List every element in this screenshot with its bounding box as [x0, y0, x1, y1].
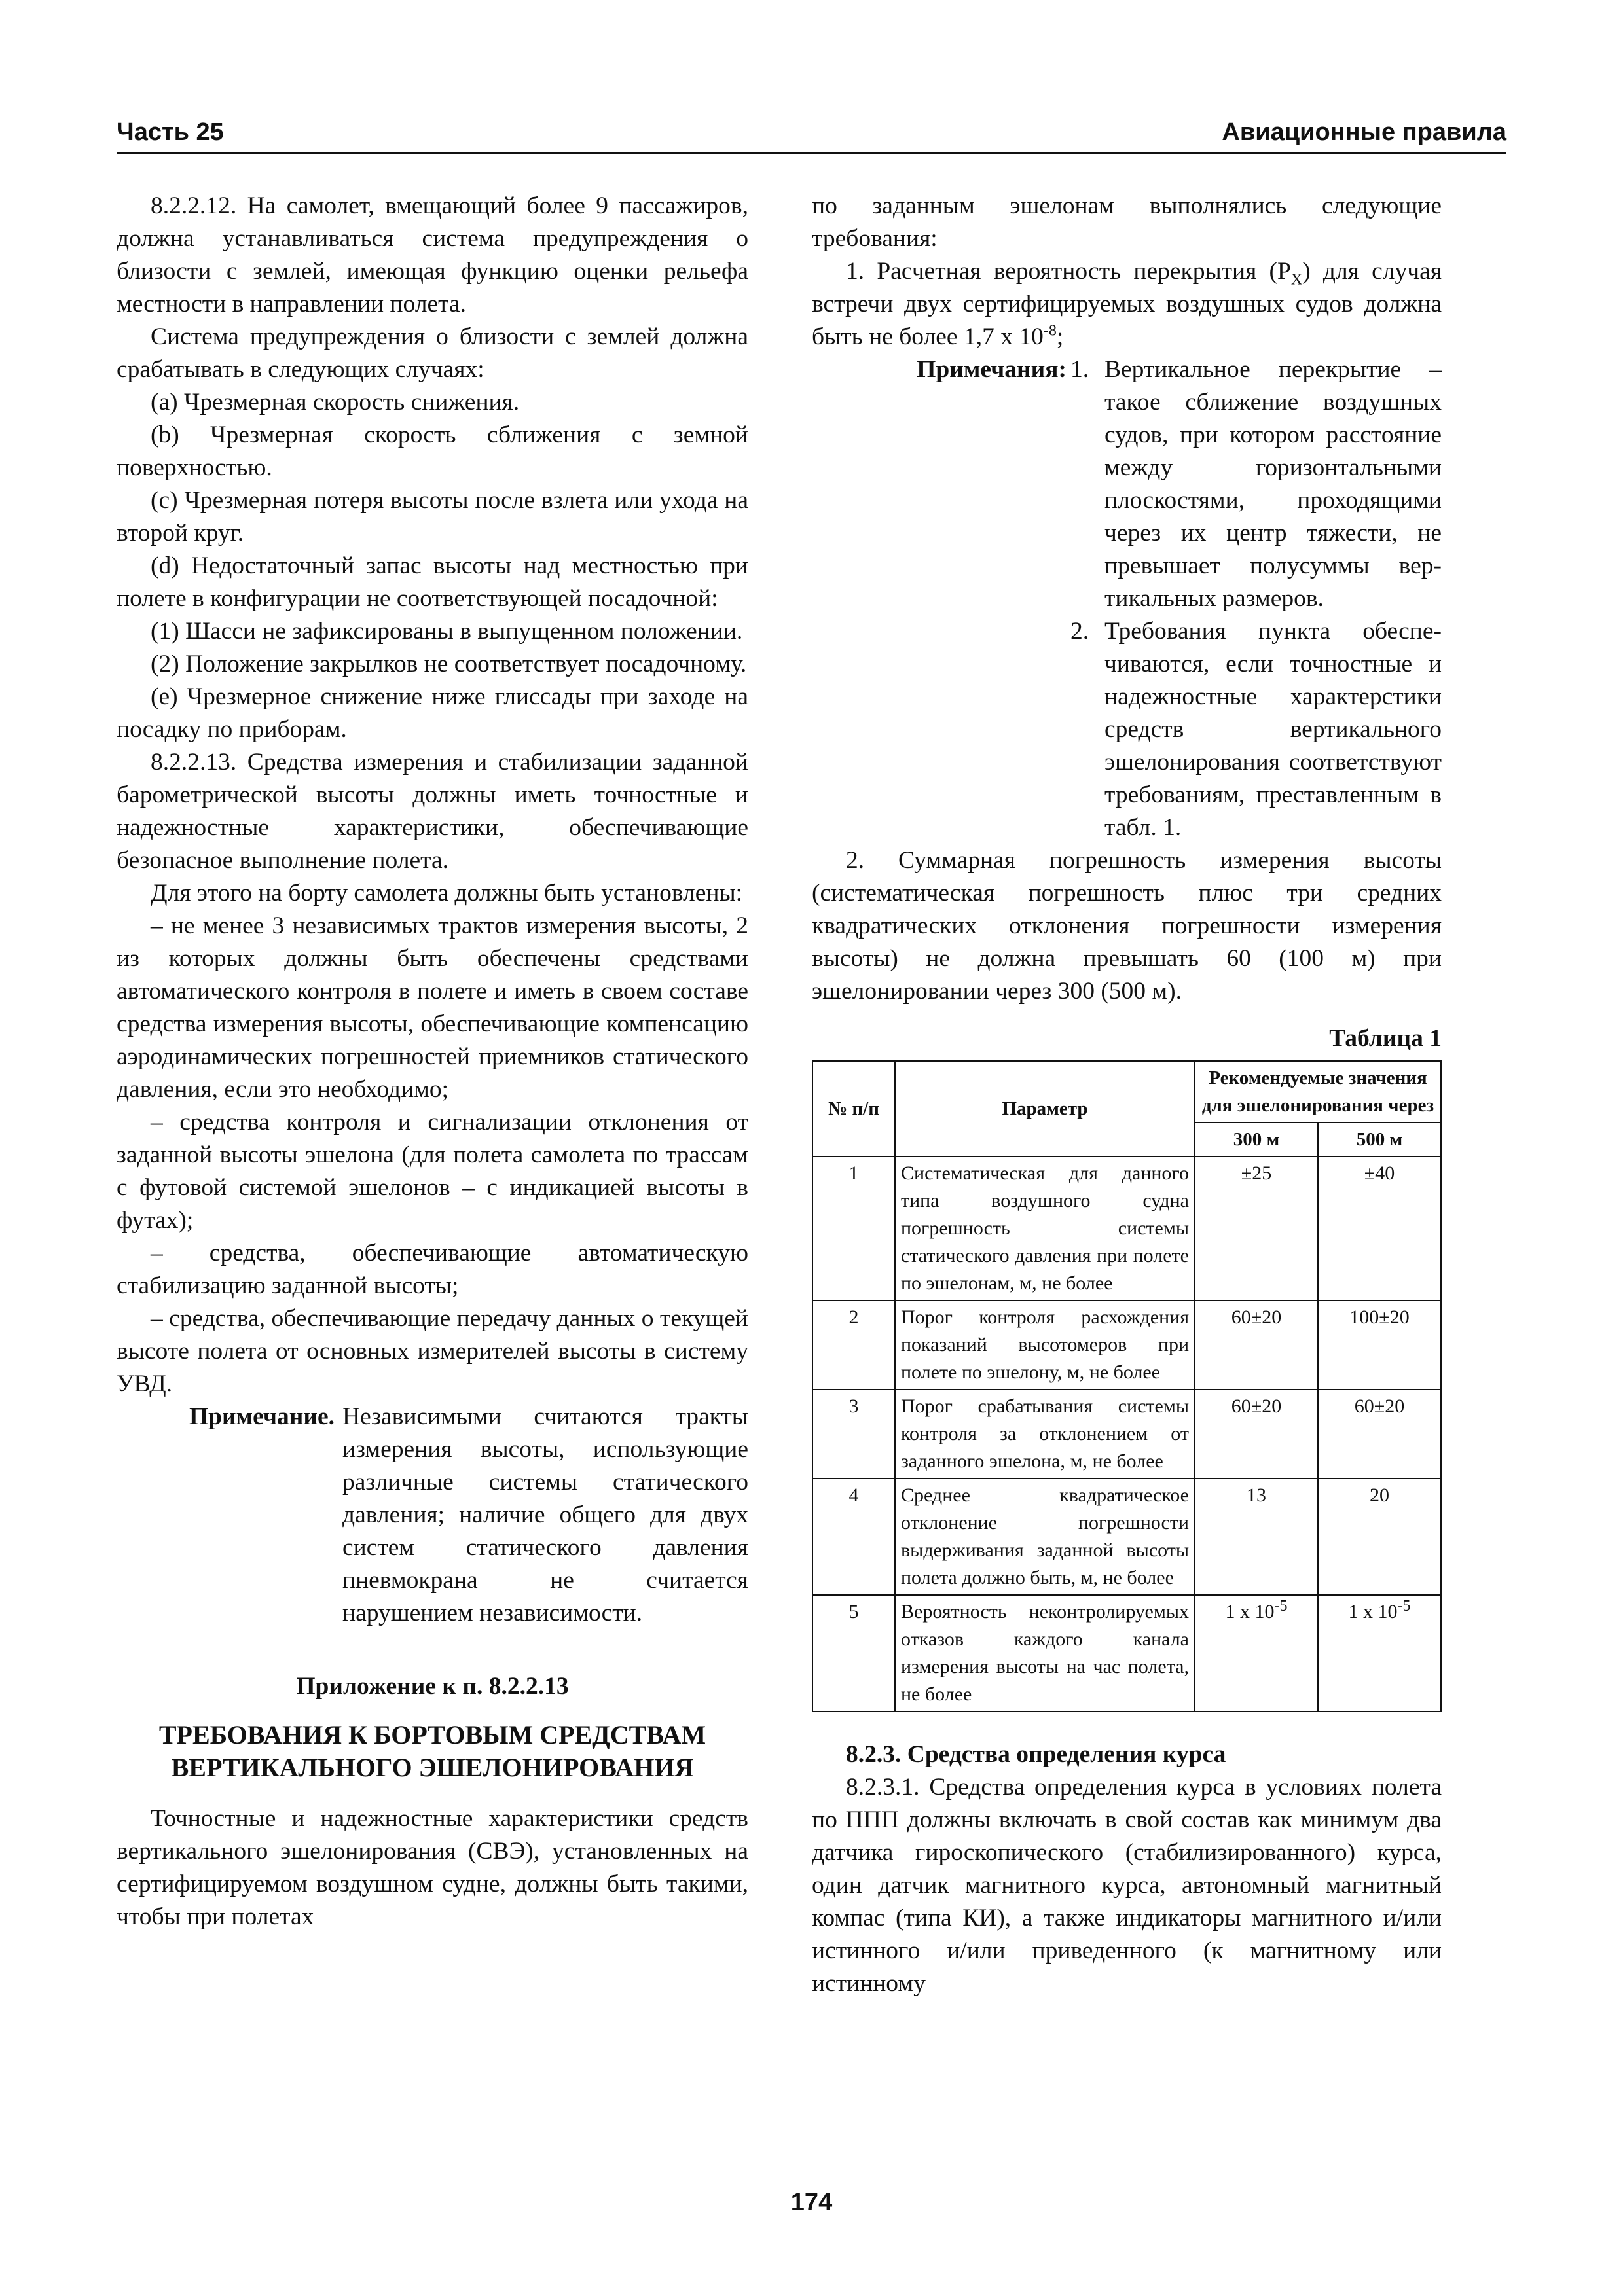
header-part: Часть 25: [117, 118, 224, 146]
row-value-500: ±40: [1318, 1157, 1441, 1300]
list-item: – не менее 3 независимых трактов измерения высоты, 2 из которых должны быть обеспечены средствами автоматического контроля в полете и иметь в своем составе средства измерения высоты, обеспечивающие компенсацию аэродинамических погрешностей приемников статического давления, если это необходимо;: [117, 912, 748, 1103]
requirement-2: 2. Суммарная погрешность измерения высоты (систематическая погрешность плюс три средних квадратических отклонения погрешности измерения высоты) не должна превышать 60 (100 м) при эшелонировании через 300 (500 м).: [812, 847, 1442, 1005]
row-param: Порог срабатывания системы контроля за отклонением от заданного эшелона, м, не более: [895, 1390, 1195, 1479]
spacer: [812, 615, 1070, 844]
list-item: (d) Недостаточный запас высоты над местностью при полете в конфигурации не соответствующей посадочной:: [117, 552, 748, 612]
row-param: Систематическая для данного типа воздушного судна погрешность системы статического давления при полете по эшелонам, м, не более: [895, 1157, 1195, 1300]
left-column: [117, 190, 748, 1933]
list-item: – средства, обеспечивающие автоматическую стабилизацию заданной высоты;: [117, 1240, 748, 1299]
note-text: Независимыми считаются тракты измерения высоты, использующие различные системы статического давления; наличие общего для двух систем статического давления пневмокрана не считается нарушением независимости.: [342, 1403, 748, 1626]
paragraph: Точностные и надежностные характеристики средств вертикального эшелонирования (СВЭ), установленных на сертифицируемом воздушном судне, должны быть такими, чтобы при полетах: [117, 1805, 748, 1930]
page-number: 174: [790, 2189, 833, 2216]
list-item: (2) Положение закрылков не соответствует посадочному.: [151, 651, 747, 677]
requirements-table: [812, 1060, 1442, 1712]
row-param: Порог контроля расхождения показаний высотомеров при полете по эшелону, м, не более: [895, 1300, 1195, 1390]
note-2: [812, 615, 1442, 844]
note-text: Требования пункта обеспечиваются, если точностные и надежностные характерстики средств вертикального эшелонирования соответствуют требованиям, преставленным в табл. 1.: [1104, 618, 1442, 841]
value-exponent: -5: [1274, 1598, 1288, 1615]
row-value-500: 20: [1318, 1479, 1441, 1595]
row-num: 1: [812, 1157, 895, 1300]
row-value-500: 100±20: [1318, 1300, 1441, 1390]
right-column: [812, 190, 1442, 2000]
row-param: Вероятность неконтролируемых отказов каждого канала измерения высоты на час полета, не более: [895, 1595, 1195, 1712]
header-300: 300 м: [1195, 1122, 1318, 1157]
paragraph: 8.2.2.12. На самолет, вмещающий более 9 пассажиров, должна устанавливаться система предупреждения о близости с землей, имеющая функцию оценки рельефа местности в направлении полета.: [117, 192, 748, 317]
list-item: (e) Чрезмерное снижение ниже глиссады при заходе на посадку по приборам.: [117, 683, 748, 743]
section-heading: ТРЕБОВАНИЯ К БОРТОВЫМ СРЕДСТВАМ ВЕРТИКАЛЬНОГО ЭШЕЛОНИРОВАНИЯ: [158, 1720, 706, 1782]
subscript: X: [1290, 271, 1303, 289]
note-number: 1.: [1070, 356, 1089, 383]
list-item: (a) Чрезмерная скорость снижения.: [151, 389, 520, 416]
value-base: 1 х 10: [1348, 1601, 1398, 1623]
row-num: 5: [812, 1595, 895, 1712]
row-value-300: ±25: [1195, 1157, 1318, 1300]
row-num: 4: [812, 1479, 895, 1595]
header-num: № п/п: [812, 1061, 895, 1157]
row-value-500: 60±20: [1318, 1390, 1441, 1479]
table-row: [812, 1300, 1441, 1390]
requirement-1: [812, 255, 1442, 353]
running-header: [117, 113, 1506, 154]
table-row: [812, 1390, 1441, 1479]
header-param: Параметр: [895, 1061, 1195, 1157]
table-header-row: [812, 1061, 1441, 1122]
paragraph: Система предупреждения о близости с землей должна срабатывать в следующих случаях:: [117, 323, 748, 383]
paragraph: Для этого на борту самолета должны быть установлены:: [151, 880, 743, 906]
appendix-title: Приложение к п. 8.2.2.13: [296, 1673, 569, 1700]
list-item: (c) Чрезмерная потеря высоты после взлета или ухода на второй круг.: [117, 487, 748, 547]
table-row: [812, 1479, 1441, 1595]
row-param: Среднее квадратическое отклонение погрешности выдерживания заданной высоты полета должно быть, м, не более: [895, 1479, 1195, 1595]
table-caption: Таблица 1: [1329, 1025, 1442, 1052]
note: [117, 1401, 748, 1630]
list-item: – средства, обеспечивающие передачу данных о текущей высоте полета от основных измерителей высоты в систему УВД.: [117, 1305, 748, 1397]
row-num: 3: [812, 1390, 895, 1479]
text-fragment: ) для случая встречи двух сертифицируемых воздушных судов должна быть не более 1,7 х 10: [812, 258, 1442, 350]
row-value-300: [1195, 1595, 1318, 1712]
paragraph: 8.2.3.1. Средства определения курса в условиях полета по ППП должны включать в свой состав как минимум два датчика гироскопического (стабилизированного) курса, один датчик магнитного курса, автономный магнитный компас (типа КИ), а также индикаторы магнитного и/или истинного и/или приведенного (к магнитному или истинному: [812, 1774, 1442, 1997]
superscript: -8: [1043, 322, 1057, 340]
note-number: 2.: [1070, 618, 1089, 645]
note-text: Вертикальное перекрытие – такое сближение воздушных судов, при котором расстояние между горизонтальными плоскостями, проходящими через их центр тяжести, не превышает полусуммы вертикальных размеров.: [1104, 356, 1442, 612]
row-value-300: 60±20: [1195, 1300, 1318, 1390]
text-fragment: 1. Расчетная вероятность перекрытия (P: [846, 258, 1291, 285]
text-fragment: ;: [1056, 323, 1064, 350]
note-label: Примечание.: [189, 1403, 335, 1430]
table-row: [812, 1595, 1441, 1712]
list-item: (b) Чрезмерная скорость сближения с земной поверхностью.: [117, 422, 748, 481]
paragraph: 8.2.2.13. Средства измерения и стабилизации заданной барометрической высоты должны иметь точностные и надежностные характеристики, обеспечивающие безопасное выполнение полета.: [117, 749, 748, 874]
table-row: [812, 1157, 1441, 1300]
row-value-300: 13: [1195, 1479, 1318, 1595]
list-item: (1) Шасси не зафиксированы в выпущенном положении.: [151, 618, 743, 645]
row-value-500: [1318, 1595, 1441, 1712]
value-exponent: -5: [1397, 1598, 1411, 1615]
notes-label: Примечания:: [917, 356, 1067, 383]
paragraph: по заданным эшелонам выполнялись следующие требования:: [812, 192, 1442, 252]
list-item: – средства контроля и сигнализации отклонения от заданной высоты эшелона (для полета самолета по трассам с футовой системой эшелонов – с индикацией высоты в футах);: [117, 1109, 748, 1234]
note-1: [812, 353, 1442, 615]
row-value-300: 60±20: [1195, 1390, 1318, 1479]
header-500: 500 м: [1318, 1122, 1441, 1157]
section-title: 8.2.3. Средства определения курса: [846, 1741, 1226, 1768]
value-base: 1 х 10: [1225, 1601, 1275, 1623]
row-num: 2: [812, 1300, 895, 1390]
header-title: Авиационные правила: [1222, 118, 1506, 146]
header-recommended: Рекомендуемые значения для эшелонирования через: [1195, 1061, 1441, 1122]
